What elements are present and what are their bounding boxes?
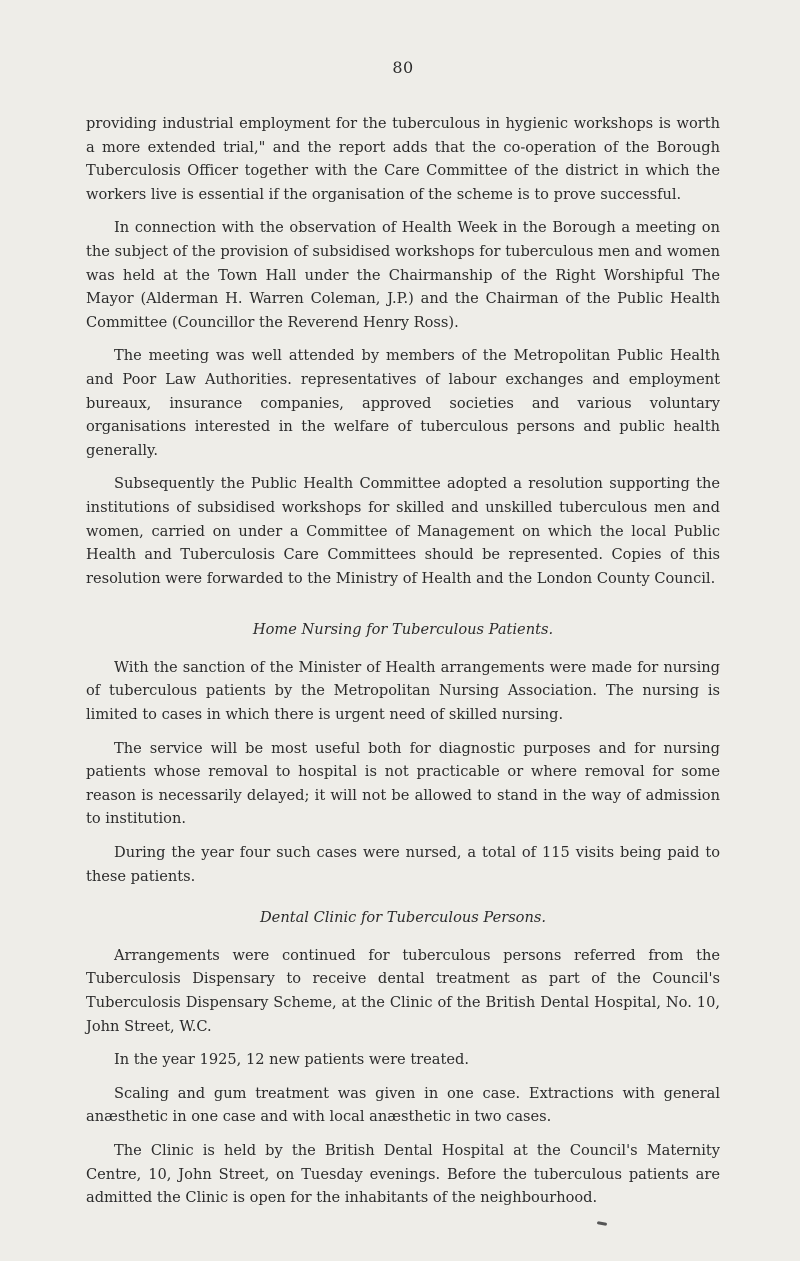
paragraph-nursing-service: The service will be most useful both for diagnostic purposes and for nursing patients whose removal to hospital is not practicable or where removal for some reason is necessarily delayed; it will not be allowed to stand in the way of admission to institution. [86,739,720,828]
paragraph-dental-arrangements: Arrangements were continued for tuberculous persons referred from the Tuberculosis Dispensary to receive dental treatment as part of the Council's Tuberculosis Dispensary Scheme, at the Clinic of the British Dental Hospital, No. 10, John Street, W.C. [86,946,720,1035]
section-heading-dental-clinic: Dental Clinic for Tuberculous Persons. [259,909,546,927]
paragraph-meeting-attendance: The meeting was well attended by members of the Metropolitan Public Health and Poor Law Authorities. representatives of labour exchanges and employment bureaux, insurance companies, approved societies and various voluntary organisations interested in the welfare of tuberculous persons and public health generally. [86,347,720,459]
body-text [86,112,720,1210]
page-number: 80 [392,58,414,77]
paragraph-dental-new-patients: In the year 1925, 12 new patients were treated. [114,1051,469,1069]
paragraph-dental-treatment: Scaling and gum treatment was given in one case. Extractions with general anæsthetic in one case and with local anæsthetic in two cases. [86,1084,720,1126]
paragraph-nursing-sanction: With the sanction of the Minister of Health arrangements were made for nursing of tuberculous patients by the Metropolitan Nursing Association. The nursing is limited to cases in which there is urgent need of skilled nursing. [86,658,720,724]
paragraph-health-week-meeting: In connection with the observation of Health Week in the Borough a meeting on the subject of the provision of subsidised workshops for tuberculous men and women was held at the Town Hall under the Chairmanship of the Right Worshipful The Mayor (Alderman H. Warren Coleman, J.P.) and the Chairman of the Public Health Committee (Councillor the Reverend Henry Ross). [86,219,720,331]
paragraph-resolution: Subsequently the Public Health Committee adopted a resolution supporting the institutions of subsidised workshops for skilled and unskilled tuberculous men and women, carried on under a Committee of Management on which the local Public Health and Tuberculosis Care Committees should be represented. Copies of this resolution were forwarded to the Ministry of Health and the London County Council. [86,475,720,587]
paragraph-dental-clinic-times: The Clinic is held by the British Dental Hospital at the Council's Maternity Centre, 10, John Street, on Tuesday evenings. Before the tuberculous patients are admitted the Clinic is open for the inhabitants of the neighbourhood. [86,1141,720,1207]
section-heading-home-nursing: Home Nursing for Tuberculous Patients. [252,621,554,639]
paragraph-workshops-trial: providing industrial employment for the tuberculous in hygienic workshops is worth a more extended trial," and the report adds that the co-operation of the Borough Tuberculosis Officer together with the Care Committee of the district in which the workers live is essential if the organisation of the scheme is to prove successful. [86,115,720,203]
paragraph-nursing-cases: During the year four such cases were nursed, a total of 115 visits being paid to these patients. [86,844,720,885]
ink-mark [597,1221,607,1226]
